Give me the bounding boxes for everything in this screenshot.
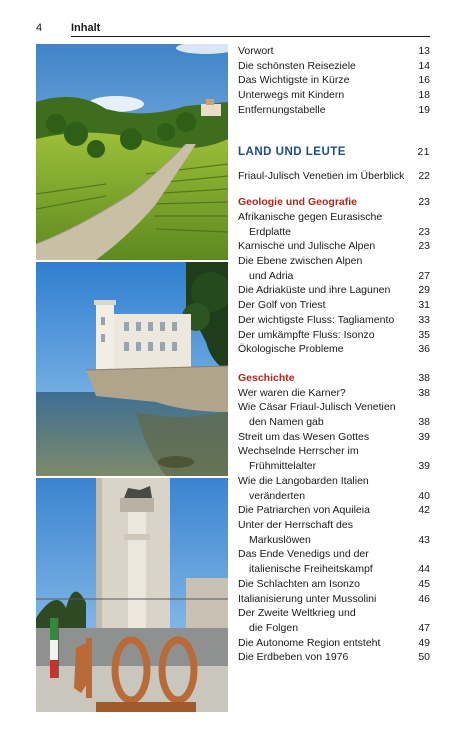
toc-page-number: 16	[418, 74, 430, 87]
chapter-title: Inhalt	[71, 22, 101, 34]
toc-page-number: 44	[418, 563, 430, 576]
toc-page-number: 22	[418, 169, 430, 182]
toc-page-number: 13	[418, 45, 430, 57]
photo-column	[36, 44, 228, 712]
toc-subsection-heading[interactable]: Geologie und Geografie 23	[238, 196, 430, 209]
toc-entry[interactable]: Die Patriarchen von Aquileia 42	[238, 504, 430, 517]
toc-page-number: 14	[418, 59, 430, 72]
toc-page-number: 23	[418, 196, 430, 209]
toc-entry[interactable]: Die Schlachten am Isonzo 45	[238, 577, 430, 590]
toc-entry[interactable]: Ökologische Probleme 36	[238, 343, 430, 356]
toc-entry[interactable]: Italianisierung unter Mussolini 46	[238, 592, 430, 605]
toc-entry[interactable]: Der Zweite Weltkrieg und die Folgen 47	[238, 607, 430, 634]
photo-castle-miramare	[36, 262, 228, 476]
page-header	[36, 22, 430, 38]
toc-page-number: 43	[418, 533, 430, 546]
toc-entry[interactable]: Unterwegs mit Kindern 18	[238, 89, 430, 102]
toc-page-number: 39	[418, 460, 430, 473]
toc-entry[interactable]: Karnische und Julische Alpen 23	[238, 240, 430, 253]
toc-entry[interactable]: Afrikanische gegen Eurasische Erdplatte 23	[238, 210, 430, 238]
toc-page-number: 45	[418, 577, 430, 590]
toc-entry[interactable]: Die Erdbeben von 1976 50	[238, 651, 430, 664]
toc-page-number: 38	[418, 416, 430, 429]
toc-entry[interactable]: Wechselnde Herrscher im Frühmittelalter 39	[238, 445, 430, 473]
table-of-contents	[238, 44, 430, 665]
toc-entry[interactable]: Wer waren die Karner? 38	[238, 386, 430, 399]
toc-group-geology	[238, 195, 430, 357]
toc-entry[interactable]: Streit um das Wesen Gottes 39	[238, 430, 430, 443]
toc-page-number: 38	[418, 371, 430, 384]
toc-section-heading[interactable]: LAND UND LEUTE 21	[238, 145, 430, 158]
toc-entry[interactable]: Das Wichtigste in Kürze 16	[238, 74, 430, 87]
toc-page-number: 23	[418, 240, 430, 253]
toc-page-number: 33	[418, 313, 430, 326]
toc-page-number: 39	[418, 430, 430, 443]
toc-entry[interactable]: Unter der Herrschaft des Markuslöwen 43	[238, 518, 430, 546]
toc-entry[interactable]: Der umkämpfte Fluss: Isonzo 35	[238, 328, 430, 341]
toc-page-number: 35	[418, 328, 430, 341]
toc-entry[interactable]: Die Adriaküste und ihre Lagunen 29	[238, 284, 430, 297]
toc-entry[interactable]: Friaul-Julisch Venetien im Überblick 22	[238, 169, 430, 182]
toc-page-number: 29	[418, 284, 430, 297]
toc-page-number: 19	[418, 103, 430, 116]
toc-page-number: 27	[418, 269, 430, 282]
toc-page-number: 31	[418, 299, 430, 312]
toc-page-number: 47	[418, 621, 430, 634]
toc-entry[interactable]: Wie Cäsar Friaul-Julisch Venetien den Namen gab 38	[238, 401, 430, 429]
toc-page-number: 50	[418, 651, 430, 664]
toc-page-number: 18	[418, 89, 430, 102]
toc-page-number: 36	[418, 343, 430, 356]
toc-entry[interactable]: Die schönsten Reiseziele 14	[238, 59, 430, 72]
toc-entry[interactable]: Der Golf von Triest 31	[238, 299, 430, 312]
toc-page-number: 23	[418, 225, 430, 238]
toc-page-number: 38	[418, 386, 430, 399]
photo-monument-100	[36, 478, 228, 712]
toc-subsection-heading[interactable]: Geschichte 38	[238, 371, 430, 384]
toc-page-number: 21	[417, 145, 430, 158]
toc-entry[interactable]: Entfernungstabelle 19	[238, 103, 430, 116]
toc-entry[interactable]: Das Ende Venedigs und der italienische Freiheitskampf 44	[238, 548, 430, 576]
toc-page-number: 42	[418, 504, 430, 517]
toc-entry[interactable]: Der wichtigste Fluss: Tagliamento 33	[238, 313, 430, 326]
toc-group-history	[238, 371, 430, 665]
toc-entry[interactable]: Die Ebene zwischen Alpen und Adria 27	[238, 255, 430, 282]
toc-page-number: 40	[418, 489, 430, 502]
toc-entry[interactable]: Wie die Langobarden Italien veränderten 40	[238, 474, 430, 502]
toc-page-number: 46	[418, 592, 430, 605]
page-number: 4	[36, 22, 43, 34]
toc-entry[interactable]: Die Autonome Region entsteht 49	[238, 636, 430, 649]
header-rule	[71, 36, 430, 37]
toc-intro-group	[238, 44, 430, 118]
photo-vineyard-road	[36, 44, 228, 260]
toc-entry[interactable]: Vorwort 13	[238, 45, 430, 57]
toc-page-number: 49	[418, 636, 430, 649]
